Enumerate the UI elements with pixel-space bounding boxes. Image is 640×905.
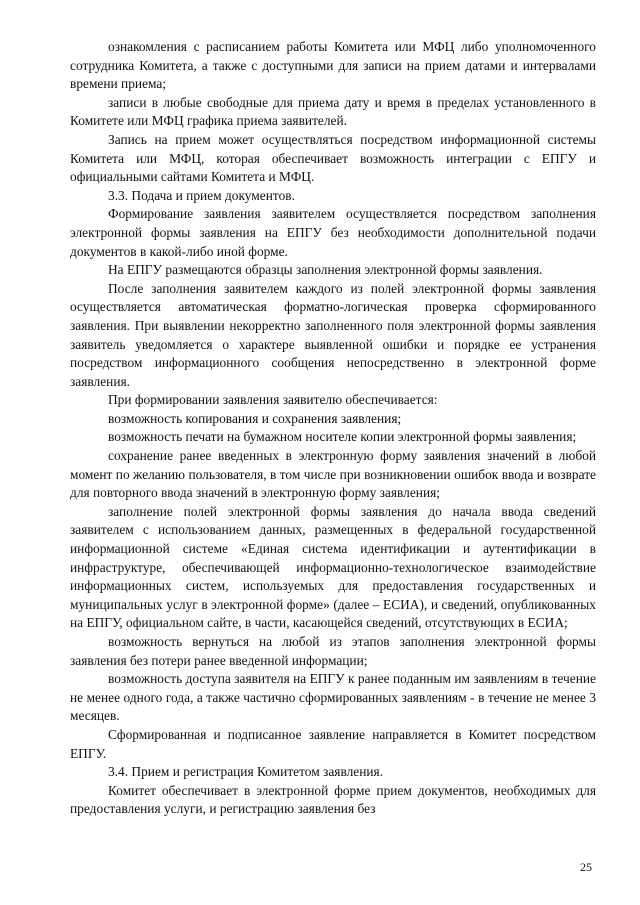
paragraph-14: возможность доступа заявителя на ЕПГУ к ранее поданным им заявлениям в течение не менее одного года, а также частично сформированных заявлениям - в течение не менее 3 месяцев. (70, 671, 596, 724)
paragraph-1: ознакомления с расписанием работы Комитета или МФЦ либо уполномоченного сотрудника Комитета, а также с доступными для записи на прием датами и интервалами времени приема; (70, 39, 596, 92)
paragraph-7: После заполнения заявителем каждого из полей электронной формы заявления осуществляется автоматическая форматно-логическая проверка сформированного заявления. При выявлении некорректно заполненного поля электронной формы заявления заявитель уведомляется о характере выявленной ошибки и порядке ее устранения посредством информационного сообщения непосредственно в электронной форме заявления. (70, 280, 596, 389)
document-body (70, 38, 596, 819)
paragraph-2: записи в любые свободные для приема дату и время в пределах установленного в Комитете или МФЦ графика приема заявителей. (70, 94, 596, 129)
section-heading-3-3: 3.3. Подача и прием документов. (108, 187, 295, 203)
paragraph-5: Формирование заявления заявителем осуществляется посредством заполнения электронной формы заявления на ЕПГУ без необходимости дополнительной подачи документов в какой-либо иной форме. (70, 206, 596, 259)
paragraph-15: Сформированная и подписанное заявление направляется в Комитет посредством ЕПГУ. (70, 726, 596, 761)
page-number: 25 (580, 860, 592, 874)
paragraph-9: возможность копирования и сохранения заявления; (108, 410, 402, 426)
section-heading-3-4: 3.4. Прием и регистрация Комитетом заявления. (108, 764, 384, 780)
paragraph-3: Запись на прием может осуществляться посредством информационной системы Комитета или МФЦ, которая обеспечивает возможность интеграции с ЕПГУ и официальными сайтами Комитета и МФЦ. (70, 131, 596, 185)
paragraph-8: При формировании заявления заявителю обеспечивается: (108, 392, 438, 408)
paragraph-17: Комитет обеспечивает в электронной форме прием документов, необходимых для предоставления услуги, и регистрацию заявления без (70, 782, 596, 817)
paragraph-6: На ЕПГУ размещаются образцы заполнения электронной формы заявления. (108, 262, 543, 278)
paragraph-11: сохранение ранее введенных в электронную форму заявления значений в любой момент по желанию пользователя, в том числе при возникновении ошибок ввода и возврате для повторного ввода значений в электронную форму заявления; (70, 448, 596, 501)
paragraph-12: заполнение полей электронной формы заявления до начала ввода сведений заявителем с использованием данных, размещенных в федеральной государственной информационной системе «Единая система идентификации и аутентификации в инфраструктуре, обеспечивающей информационно-технологическое взаимодействие информационных систем, используемых для предоставления государственных и муниципальных услуг в электронной форме» (далее – ЕСИА), и сведений, опубликованных на ЕПГУ, официальном сайте, в части, касающейся сведений, отсутствующих в ЕСИА; (70, 503, 596, 631)
paragraph-10: возможность печати на бумажном носителе копии электронной формы заявления; (108, 429, 577, 445)
paragraph-13: возможность вернуться на любой из этапов заполнения электронной формы заявления без потери ранее введенной информации; (70, 634, 596, 668)
